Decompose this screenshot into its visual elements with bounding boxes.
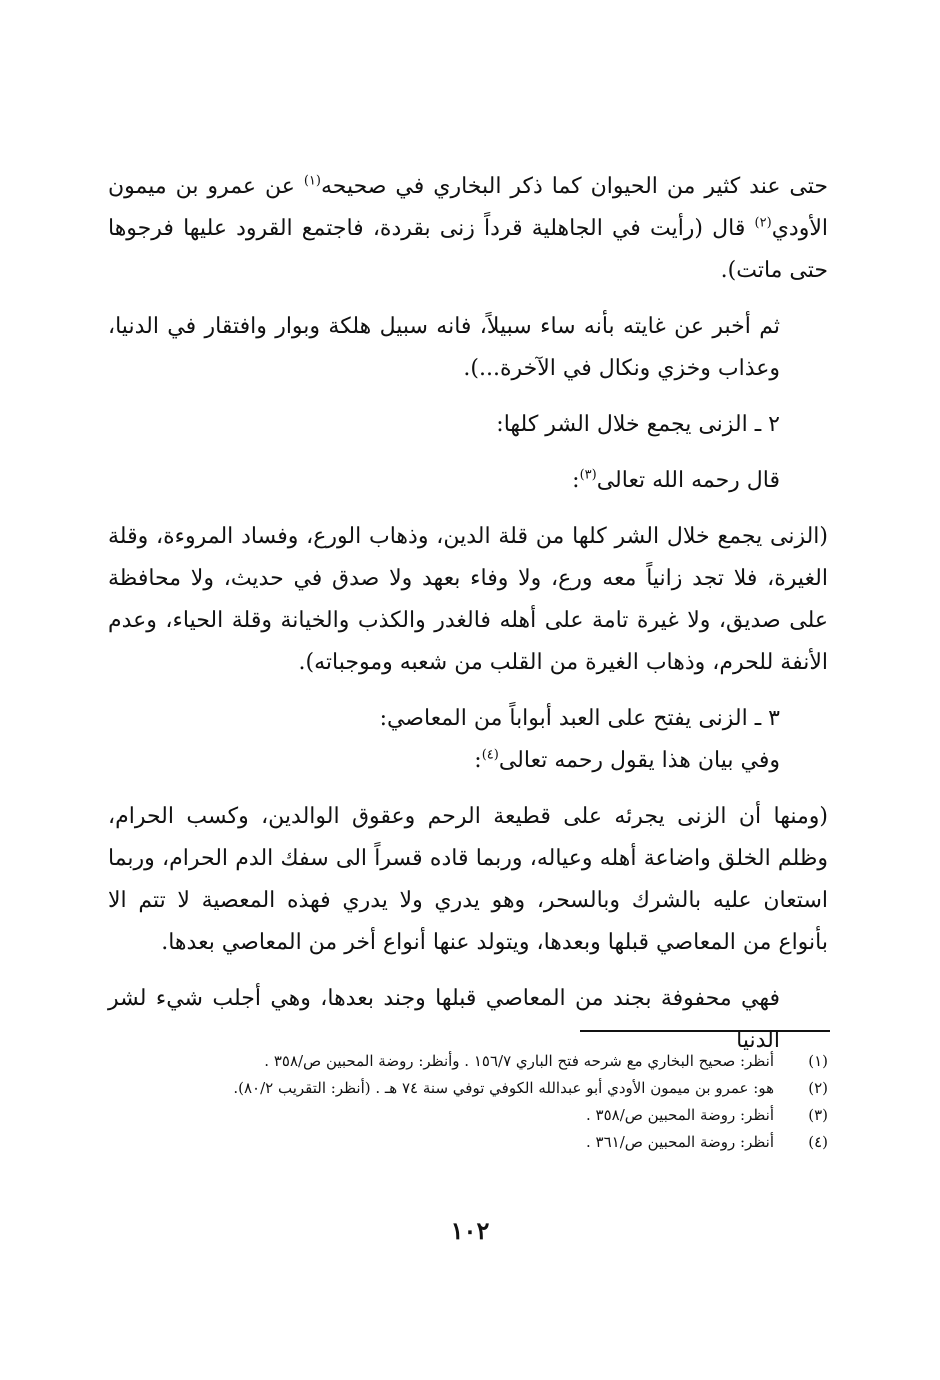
footnote-item (108, 1048, 828, 1075)
footnote-marker: (٣) (579, 467, 597, 483)
paragraph-text: عن عمرو بن ميمون الأودي (108, 174, 828, 241)
paragraph-evil-path: ثم أخبر عن غايته بأنه ساء سبيلاً، فانه سبيل هلكة وبوار وافتقار في الدنيا، وعذاب وخزي ونكال في الآخرة...). (108, 314, 780, 381)
paragraph-quote-sins: (ومنها أن الزنى يجرئه على قطيعة الرحم وعقوق الوالدين، وكسب الحرام، وظلم الخلق واضاعة أهله وعياله، وربما قاده قسراً الى سفك الدم الحرام، وربما استعان عليه بالشرك وبالسحر، وهو يدري ولا يدري فهذه المعصية لا تتم الا بأنواع من المعاصي قبلها وبعدها، ويتولد عنها أنواع أخر من المعاصي بعدها. (108, 804, 828, 955)
quote-intro (108, 740, 828, 782)
footnote-text: هو: عمرو بن ميمون الأودي أبو عبدالله الكوفي توفي سنة ٧٤ هـ . (أنظر: التقريب ٨٠/٢). (233, 1079, 774, 1097)
paragraph-text: : (572, 468, 580, 493)
paragraph-text: : (474, 748, 482, 773)
section-heading-2: ٢ ـ الزنى يجمع خلال الشر كلها: (496, 412, 780, 437)
footnote-number: (١) (808, 1052, 828, 1070)
paragraph-text: قال (رأيت في الجاهلية قرداً زنى بقردة، فاجتمع القرود عليها فرجوها حتى ماتت). (108, 216, 828, 283)
paragraph-text: قال رحمه الله تعالى (596, 468, 780, 493)
footnote-number: (٤) (808, 1133, 828, 1151)
paragraph-text: وفي بيان هذا يقول رحمه تعالى (498, 748, 780, 773)
page-number: ١٠٢ (450, 1216, 490, 1245)
footnote-item (108, 1129, 828, 1156)
footnote-separator (580, 1030, 830, 1032)
footnote-text: أنظر: روضة المحبين ص/٣٥٨ . (585, 1106, 774, 1124)
main-text (108, 166, 828, 1062)
footnote-item (108, 1102, 828, 1129)
footnote-marker: (١) (303, 173, 321, 189)
paragraph-quote-evils: (الزنى يجمع خلال الشر كلها من قلة الدين، وذهاب الورع، وفساد المروءة، وقلة الغيرة، فلا تجد زانياً معه ورع، ولا وفاء بعهد ولا صدق في حديث، ولا محافظة على صديق، ولا غيرة تامة على أهله فالغدر والكذب والخيانة وقلة الحياء، وعدم الأنفة للحرم، وذهاب الغيرة من القلب من شعبه وموجباته). (108, 524, 828, 675)
footnote-item (108, 1075, 828, 1102)
quote-intro (108, 460, 828, 502)
paragraph-text: حتى عند كثير من الحيوان كما ذكر البخاري في صحيحه (320, 174, 828, 199)
footnote-text: أنظر: روضة المحبين ص/٣٦١ . (585, 1133, 774, 1151)
footnote-number: (٢) (808, 1079, 828, 1097)
footnote-number: (٣) (808, 1106, 828, 1124)
paragraph-bukhari-narration (108, 166, 828, 292)
footnote-text: أنظر: صحيح البخاري مع شرحه فتح الباري ١٥٦/٧ . وأنظر: روضة المحبين ص/٣٥٨ . (264, 1052, 774, 1070)
footnote-marker: (٢) (754, 215, 772, 231)
section-heading-3: ٣ ـ الزنى يفتح على العبد أبواباً من المعاصي: (379, 706, 780, 731)
paragraph-continuation: فهي محفوفة بجند من المعاصي قبلها وجند بعدها، وهي أجلب شيء لشر الدنيا (108, 986, 780, 1053)
footnotes (108, 1048, 828, 1156)
footnote-marker: (٤) (481, 747, 499, 763)
